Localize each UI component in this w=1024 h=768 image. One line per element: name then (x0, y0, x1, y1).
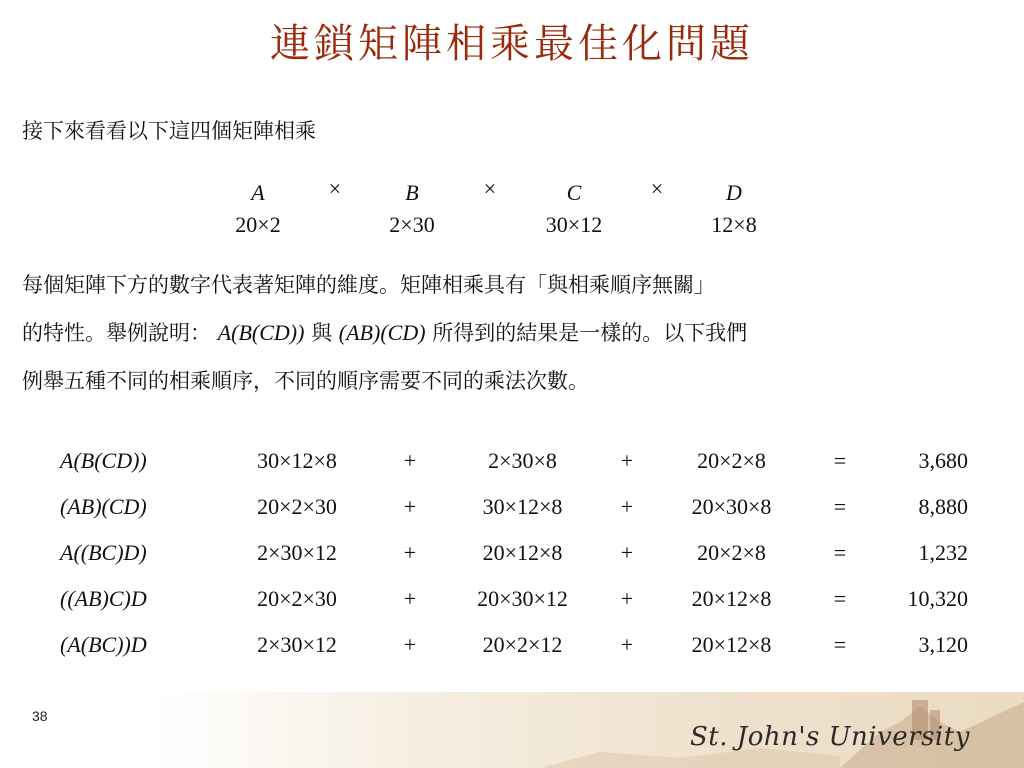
table-row (0, 632, 1024, 678)
row-result: 8,880 (918, 494, 968, 519)
equals-symbol: = (833, 540, 847, 565)
row-term-3: 20×2×8 (697, 448, 766, 473)
plus-symbol: + (403, 586, 417, 611)
row-term-1: 2×30×12 (257, 632, 337, 657)
plus-symbol: + (620, 632, 634, 657)
plus-symbol: + (403, 448, 417, 473)
matrix-b-dim: 2×30 (389, 212, 435, 237)
row-term-1: 2×30×12 (257, 540, 337, 565)
matrix-b-name: B (405, 180, 419, 205)
paragraph-line-3: 例舉五種不同的相乘順序，不同的順序需要不同的乘法次數。 (22, 369, 589, 393)
plus-symbol: + (620, 494, 634, 519)
matrix-c-name: C (566, 180, 582, 205)
row-term-2: 20×12×8 (482, 540, 563, 565)
row-expression: ((AB)C)D (60, 586, 147, 611)
matrix-d-name: D (726, 180, 742, 205)
row-expression: (A(BC))D (60, 632, 147, 657)
expr-example-1: A(B(CD)) (217, 320, 305, 345)
equals-symbol: = (833, 494, 847, 519)
row-term-3: 20×2×8 (697, 540, 766, 565)
row-term-3: 20×12×8 (691, 586, 772, 611)
row-term-2: 20×30×12 (477, 586, 568, 611)
row-result: 3,120 (918, 632, 968, 657)
row-term-3: 20×12×8 (691, 632, 772, 657)
matrix-c-dim: 30×12 (545, 212, 603, 237)
slide-title: 連鎖矩陣相乘最佳化問題 (270, 21, 754, 67)
row-term-1: 20×2×30 (257, 586, 337, 611)
paragraph-line-2-prefix: 的特性。舉例說明： (22, 321, 211, 345)
paragraph-line-2 (22, 318, 747, 348)
equals-symbol: = (833, 632, 847, 657)
paragraph-line-2-mid: 與 (304, 321, 339, 345)
row-expression: (AB)(CD) (60, 494, 147, 519)
university-logo-text: St. John's University (690, 722, 970, 752)
table-row (0, 540, 1024, 586)
matrix-d-dim: 12×8 (711, 212, 757, 237)
plus-symbol: + (403, 494, 417, 519)
row-term-1: 20×2×30 (257, 494, 337, 519)
intro-text: 接下來看看以下這四個矩陣相乘 (22, 119, 316, 143)
table-row (0, 448, 1024, 494)
plus-symbol: + (403, 632, 417, 657)
expr-example-2: (AB)(CD) (338, 320, 426, 345)
plus-symbol: + (620, 540, 634, 565)
row-expression: A((BC)D) (60, 540, 147, 565)
equals-symbol: = (833, 448, 847, 473)
multiply-symbol: × (483, 176, 497, 201)
row-term-3: 20×30×8 (691, 494, 772, 519)
plus-symbol: + (403, 540, 417, 565)
row-term-2: 2×30×8 (488, 448, 557, 473)
row-term-2: 30×12×8 (482, 494, 563, 519)
page-number: 38 (32, 708, 48, 724)
matrix-a-dim: 20×2 (235, 212, 281, 237)
table-row (0, 586, 1024, 632)
plus-symbol: + (620, 448, 634, 473)
row-expression: A(B(CD)) (60, 448, 147, 473)
paragraph-line-2-suffix: 所得到的結果是一樣的。以下我們 (425, 321, 748, 345)
equals-symbol: = (833, 586, 847, 611)
row-term-2: 20×2×12 (482, 632, 563, 657)
row-result: 10,320 (907, 586, 968, 611)
row-result: 3,680 (918, 448, 968, 473)
multiply-symbol: × (328, 176, 342, 201)
multiply-symbol: × (650, 176, 664, 201)
matrix-a-name: A (251, 180, 265, 205)
row-term-1: 30×12×8 (257, 448, 337, 473)
row-result: 1,232 (918, 540, 968, 565)
matrix-row (0, 176, 1024, 240)
table-row (0, 494, 1024, 540)
plus-symbol: + (620, 586, 634, 611)
paragraph-line-1: 每個矩陣下方的數字代表著矩陣的維度。矩陣相乘具有「與相乘順序無關」 (22, 273, 715, 297)
